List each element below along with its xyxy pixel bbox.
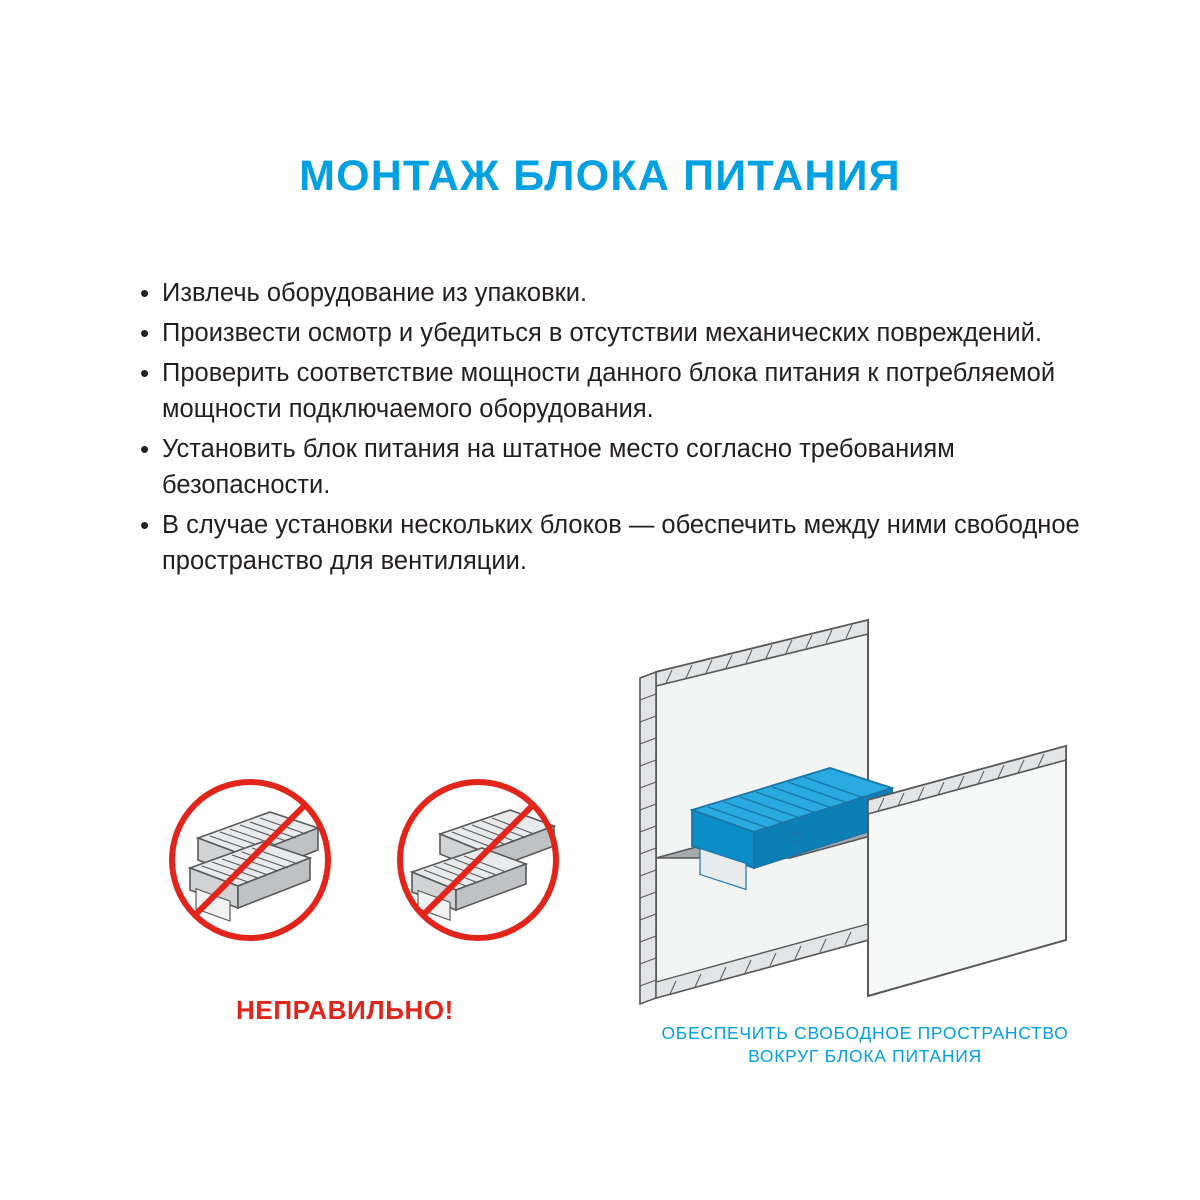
page-title: МОНТАЖ БЛОКА ПИТАНИЯ	[299, 152, 901, 200]
bullet-marker-icon: •	[140, 358, 150, 388]
bullet-marker-icon: •	[140, 434, 150, 464]
correct-mounting-group	[600, 610, 1130, 1110]
prohibition-circle-icon	[378, 760, 578, 960]
correct-caption-line2: ВОКРУГ БЛОКА ПИТАНИЯ	[748, 1046, 982, 1066]
list-item-text: Проверить соответствие мощности данного блока питания к потребляемой мощности подключаемого оборудования.	[162, 359, 1056, 423]
list-item	[140, 315, 1080, 351]
illustration-area	[0, 610, 1200, 1130]
bullet-marker-icon: •	[140, 510, 150, 540]
bullet-marker-icon: •	[140, 278, 150, 308]
list-item-text: В случае установки нескольких блоков — обеспечить между ними свободное пространство для вентиляции.	[162, 511, 1080, 575]
list-item-text: Извлечь оборудование из упаковки.	[162, 279, 588, 307]
wall-panel-icon	[600, 610, 1130, 1030]
list-item	[140, 355, 1080, 427]
bullet-marker-icon: •	[140, 318, 150, 348]
instruction-list	[140, 275, 1080, 583]
prohibition-circle-icon	[150, 760, 350, 960]
list-item-text: Установить блок питания на штатное место согласно требованиям безопасности.	[162, 435, 955, 499]
list-item	[140, 275, 1080, 311]
correct-caption	[600, 1022, 1130, 1068]
correct-caption-line1: ОБЕСПЕЧИТЬ СВОБОДНОЕ ПРОСТРАНСТВО	[661, 1023, 1069, 1043]
incorrect-label: НЕПРАВИЛЬНО!	[236, 995, 454, 1025]
incorrect-mounting-group	[120, 730, 570, 1040]
list-item-text: Произвести осмотр и убедиться в отсутствии механических повреждений.	[162, 319, 1042, 347]
list-item	[140, 431, 1080, 503]
list-item	[140, 507, 1080, 579]
